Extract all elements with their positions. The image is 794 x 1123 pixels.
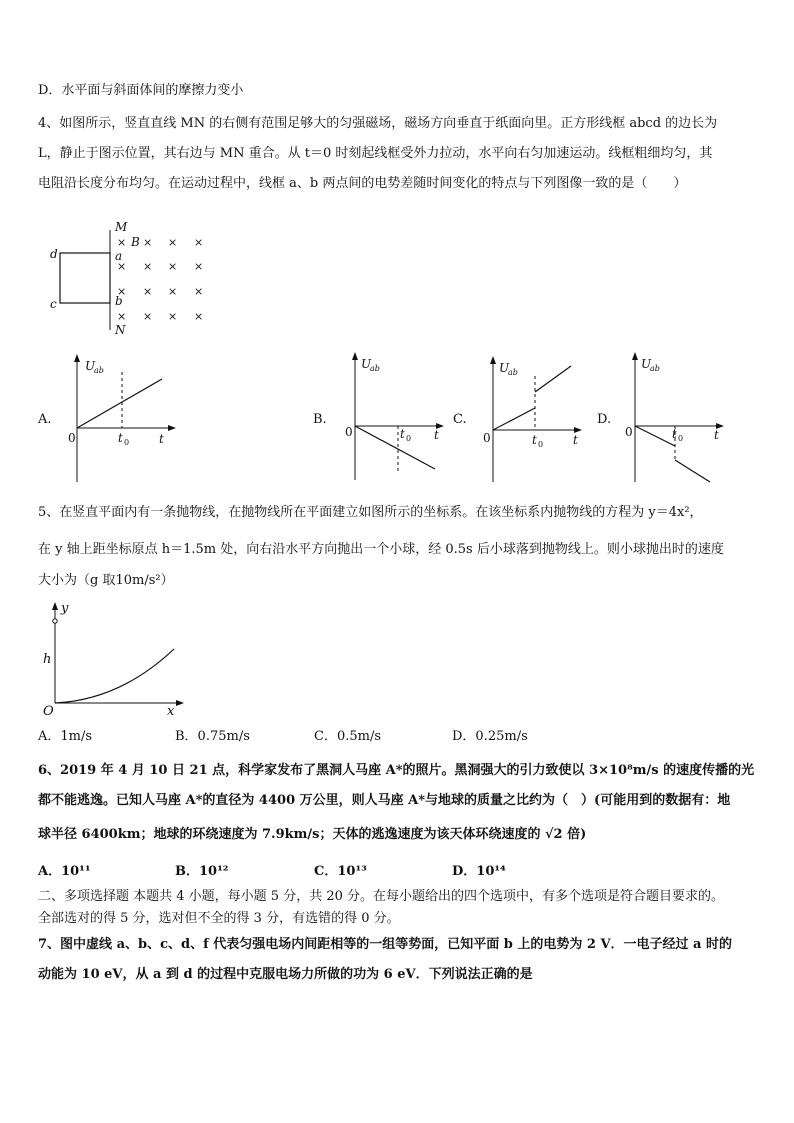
cross-mark: × <box>168 310 178 323</box>
svg-text:0: 0 <box>406 434 412 443</box>
label-c: c <box>50 297 57 311</box>
svg-text:0: 0 <box>124 438 130 447</box>
svg-text:x: x <box>167 704 175 719</box>
q6-option-b[interactable]: B．10¹² <box>175 864 229 879</box>
cross-mark: × <box>143 310 153 323</box>
q6-option-d[interactable]: D．10¹⁴ <box>452 864 506 879</box>
cross-mark: × <box>168 236 178 249</box>
svg-text:ab: ab <box>650 364 660 373</box>
q6-option-c[interactable]: C．10¹³ <box>314 864 367 879</box>
graph-label-a: A. <box>38 412 52 427</box>
svg-text:h: h <box>43 652 52 667</box>
svg-text:0: 0 <box>68 431 76 445</box>
q5-option-c[interactable]: C．0.5m/s <box>314 729 381 744</box>
svg-text:U: U <box>361 357 372 371</box>
graph-c <box>478 354 588 484</box>
cross-mark: × <box>143 285 153 298</box>
svg-text:0: 0 <box>625 425 633 439</box>
graph-a <box>62 352 182 484</box>
q5-text-line1: 5、在竖直平面内有一条抛物线，在抛物线所在平面建立如图所示的坐标系。在该坐标系内抛物线的方程为 y＝4x²， <box>38 505 703 520</box>
graph-label-d: D. <box>597 412 612 427</box>
label-n: N <box>115 323 126 337</box>
svg-text:ab: ab <box>508 368 518 377</box>
q6-text-line1: 6、2019 年 4 月 10 日 21 点，科学家发布了黑洞人马座 A*的照片。黑洞强大的引力致使以 3×10⁸m/s 的速度传播的光 <box>38 763 755 778</box>
q7-text-line2: 动能为 10 eV，从 a 到 d 的过程中克服电场力所做的功为 6 eV．下列说法正确的是 <box>38 967 533 982</box>
graph-d <box>620 350 730 484</box>
cross-mark: × <box>194 260 204 273</box>
svg-text:t: t <box>159 432 164 446</box>
q4-field-figure <box>40 220 220 340</box>
svg-text:O: O <box>43 704 54 719</box>
q5-parabola-figure <box>40 600 190 719</box>
cross-mark: × <box>117 285 127 298</box>
q7-text-line1: 7、图中虚线 a、b、c、d、f 代表匀强电场内间距相等的一组等势面，已知平面 b 上的电势为 2 V．一电子经过 a 时的 <box>38 937 733 952</box>
svg-text:ab: ab <box>370 364 380 373</box>
svg-text:t: t <box>118 431 123 445</box>
cross-mark: × <box>143 260 153 273</box>
svg-text:y: y <box>61 601 69 616</box>
q5-text-line3: 大小为（g 取10m/s²） <box>38 573 174 588</box>
label-a: a <box>115 249 123 263</box>
q5-option-d[interactable]: D．0.25m/s <box>452 729 528 744</box>
q5-text-line2: 在 y 轴上距坐标原点 h＝1.5m 处，向右沿水平方向抛出一个小球，经 0.5s 后小球落到抛物线上。则小球抛出时的速度 <box>38 542 724 557</box>
q5-option-b[interactable]: B．0.75m/s <box>175 729 250 744</box>
q6-text-line3: 球半径 6400km；地球的环绕速度为 7.9km/s；天体的逃逸速度为该天体环绕速度的 √2 倍) <box>38 827 587 842</box>
q4-text-line3: 电阻沿长度分布均匀。在运动过程中，线框 a、b 两点间的电势差随时间变化的特点与下列图像一致的是（ ） <box>38 176 687 191</box>
cross-mark: × <box>117 236 127 249</box>
square-loop <box>60 253 110 303</box>
cross-mark: × <box>194 236 204 249</box>
cross-mark: × <box>194 285 204 298</box>
svg-text:t: t <box>434 428 439 442</box>
svg-text:t: t <box>573 433 578 447</box>
cross-mark: × <box>117 260 127 273</box>
svg-text:0: 0 <box>538 440 544 449</box>
label-b: b <box>115 294 123 308</box>
svg-text:t: t <box>672 427 677 441</box>
svg-text:U: U <box>499 361 510 375</box>
label-d: d <box>50 247 58 261</box>
section2-header-line2: 全部选对的得 5 分，选对但不全的得 3 分，有选错的得 0 分。 <box>38 911 400 926</box>
svg-text:0: 0 <box>678 434 684 443</box>
cross-mark: × <box>168 285 178 298</box>
cross-mark: × <box>168 260 178 273</box>
svg-text:0: 0 <box>483 431 491 445</box>
svg-text:U: U <box>85 359 96 373</box>
cross-mark: × <box>117 310 127 323</box>
svg-text:t: t <box>532 433 537 447</box>
q4-text-line1: 4、如图所示，竖直直线 MN 的右侧有范围足够大的匀强磁场，磁场方向垂直于纸面向里。正方形线框 abcd 的边长为 <box>38 116 718 131</box>
graph-label-c: C. <box>453 412 467 427</box>
svg-text:t: t <box>400 427 405 441</box>
svg-text:t: t <box>714 428 719 442</box>
graph-b <box>340 350 450 482</box>
q6-option-a[interactable]: A．10¹¹ <box>38 864 91 879</box>
label-m: M <box>115 220 128 234</box>
section2-header-line1: 二、多项选择题 本题共 4 小题，每小题 5 分，共 20 分。在每小题给出的四个选项中，有多个选项是符合题目要求的。 <box>38 889 725 904</box>
field-crosses <box>117 236 203 323</box>
cross-mark: × <box>194 310 204 323</box>
q4-text-line2: L，静止于图示位置，其右边与 MN 重合。从 t＝0 时刻起线框受外力拉动，水平向右匀加速运动。线框粗细均匀，其 <box>38 146 713 161</box>
svg-text:ab: ab <box>94 366 104 375</box>
q5-option-a[interactable]: A．1m/s <box>38 729 93 744</box>
cross-mark: × <box>143 236 153 249</box>
label-b-field: B <box>131 235 140 249</box>
graph-label-b: B. <box>313 412 327 427</box>
svg-text:0: 0 <box>345 425 353 439</box>
svg-text:U: U <box>641 357 652 371</box>
q3-option-d: D．水平面与斜面体间的摩擦力变小 <box>38 83 244 98</box>
q6-text-line2: 都不能逃逸。已知人马座 A*的直径为 4400 万公里，则人马座 A*与地球的质量之比约为（ ）(可能用到的数据有：地 <box>38 793 731 808</box>
